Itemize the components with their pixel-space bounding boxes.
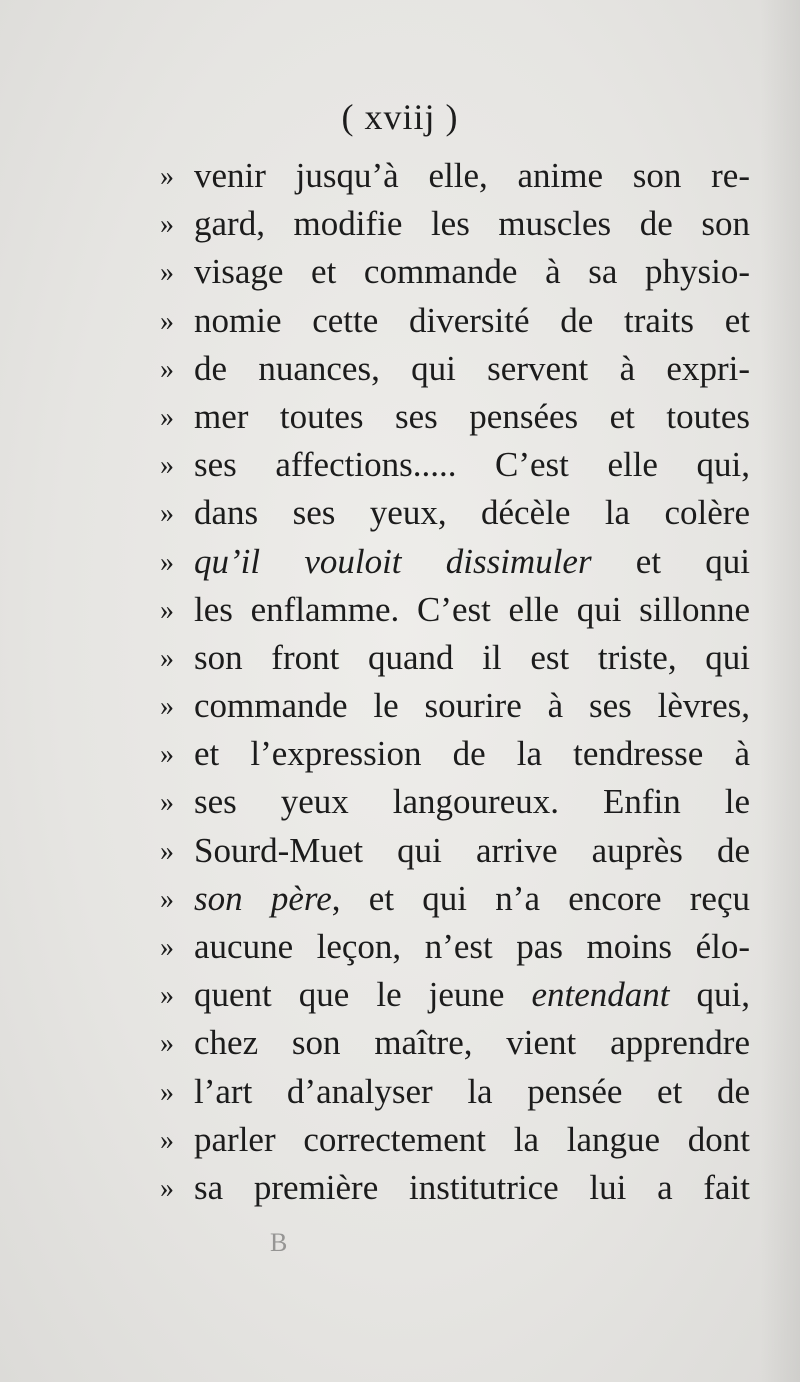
quote-mark: » [160, 594, 174, 626]
line-text: qui, [669, 975, 750, 1015]
text-line [160, 441, 750, 489]
quote-mark: » [160, 932, 174, 963]
quote-mark: » [160, 546, 174, 578]
quote-mark: » [160, 980, 174, 1012]
text-line [160, 730, 750, 778]
line-text: chez son maître, vient apprendre [194, 1023, 750, 1063]
text-line [160, 875, 750, 923]
line-text: commande le sourire à ses lèvres, [194, 686, 750, 726]
quote-mark: » [160, 739, 174, 771]
line-text: nomie cette diversité de traits et [194, 300, 750, 340]
text-line [160, 393, 750, 441]
line-text: aucune leçon, n’est pas moins élo- [194, 927, 750, 966]
quote-mark: » [160, 1124, 174, 1156]
text-line [160, 248, 750, 296]
quote-mark: » [160, 353, 174, 385]
line-text: quent que le jeune [194, 975, 532, 1015]
text-line [160, 1164, 750, 1212]
line-text: de nuances, qui servent à expri- [194, 348, 750, 388]
text-line [160, 682, 750, 730]
quote-mark: » [160, 1076, 174, 1108]
quote-mark: » [160, 787, 174, 819]
text-line [160, 538, 750, 586]
quote-mark: » [160, 642, 174, 674]
quote-mark: » [160, 691, 174, 723]
line-text: , et qui n’a encore reçu [331, 878, 750, 918]
quote-mark: » [160, 305, 174, 337]
line-text: ses yeux langoureux. Enfin le [194, 782, 750, 822]
italic-text: qu’il vouloit dissimuler [194, 541, 592, 581]
text-line [160, 489, 750, 537]
line-text: venir jusqu’à elle, anime son re- [194, 156, 750, 195]
quote-mark: » [160, 257, 174, 289]
line-text: sa première institutrice lui a fait [194, 1167, 750, 1207]
text-line [160, 1068, 750, 1116]
quote-mark: » [160, 450, 174, 482]
page-edge-shadow [760, 0, 800, 1382]
body-text [160, 152, 750, 1212]
line-text: l’art d’analyser la pensée et de [194, 1071, 750, 1111]
signature-mark: B [270, 1228, 288, 1257]
text-line [160, 200, 750, 248]
quote-mark: » [160, 401, 174, 433]
text-line [160, 827, 750, 875]
line-text: son front quand il est triste, qui [194, 637, 750, 677]
text-line [160, 152, 750, 200]
quote-mark: » [160, 1172, 174, 1204]
text-line [160, 971, 750, 1019]
quote-mark: » [160, 161, 174, 192]
quote-mark: » [160, 1028, 174, 1060]
line-text: mer toutes ses pensées et toutes [194, 396, 750, 436]
text-line [160, 297, 750, 345]
quote-mark: » [160, 498, 174, 530]
line-text: dans ses yeux, décèle la colère [194, 493, 750, 533]
line-text: et l’expression de la tendresse à [194, 734, 750, 774]
text-line [160, 778, 750, 826]
text-line [160, 634, 750, 682]
line-text: parler correctement la langue dont [194, 1119, 750, 1159]
text-line [160, 923, 750, 971]
line-text: ses affections..... C’est elle qui, [194, 445, 750, 485]
italic-text: entendant [531, 975, 670, 1015]
line-text: gard, modifie les muscles de son [194, 204, 750, 244]
quote-mark: » [160, 835, 174, 867]
italic-text: son père [194, 878, 332, 918]
page-number: ( xviij ) [341, 97, 459, 137]
text-line [160, 1019, 750, 1067]
text-line [160, 1116, 750, 1164]
text-line [160, 586, 750, 634]
line-text: Sourd-Muet qui arrive auprès de [194, 830, 750, 870]
line-text: visage et commande à sa physio- [194, 252, 750, 292]
quote-mark: » [160, 209, 174, 241]
quote-mark: » [160, 883, 174, 915]
text-line [160, 345, 750, 393]
line-text: les enflamme. C’est elle qui sillonne [194, 589, 750, 629]
line-text: et qui [591, 541, 751, 581]
